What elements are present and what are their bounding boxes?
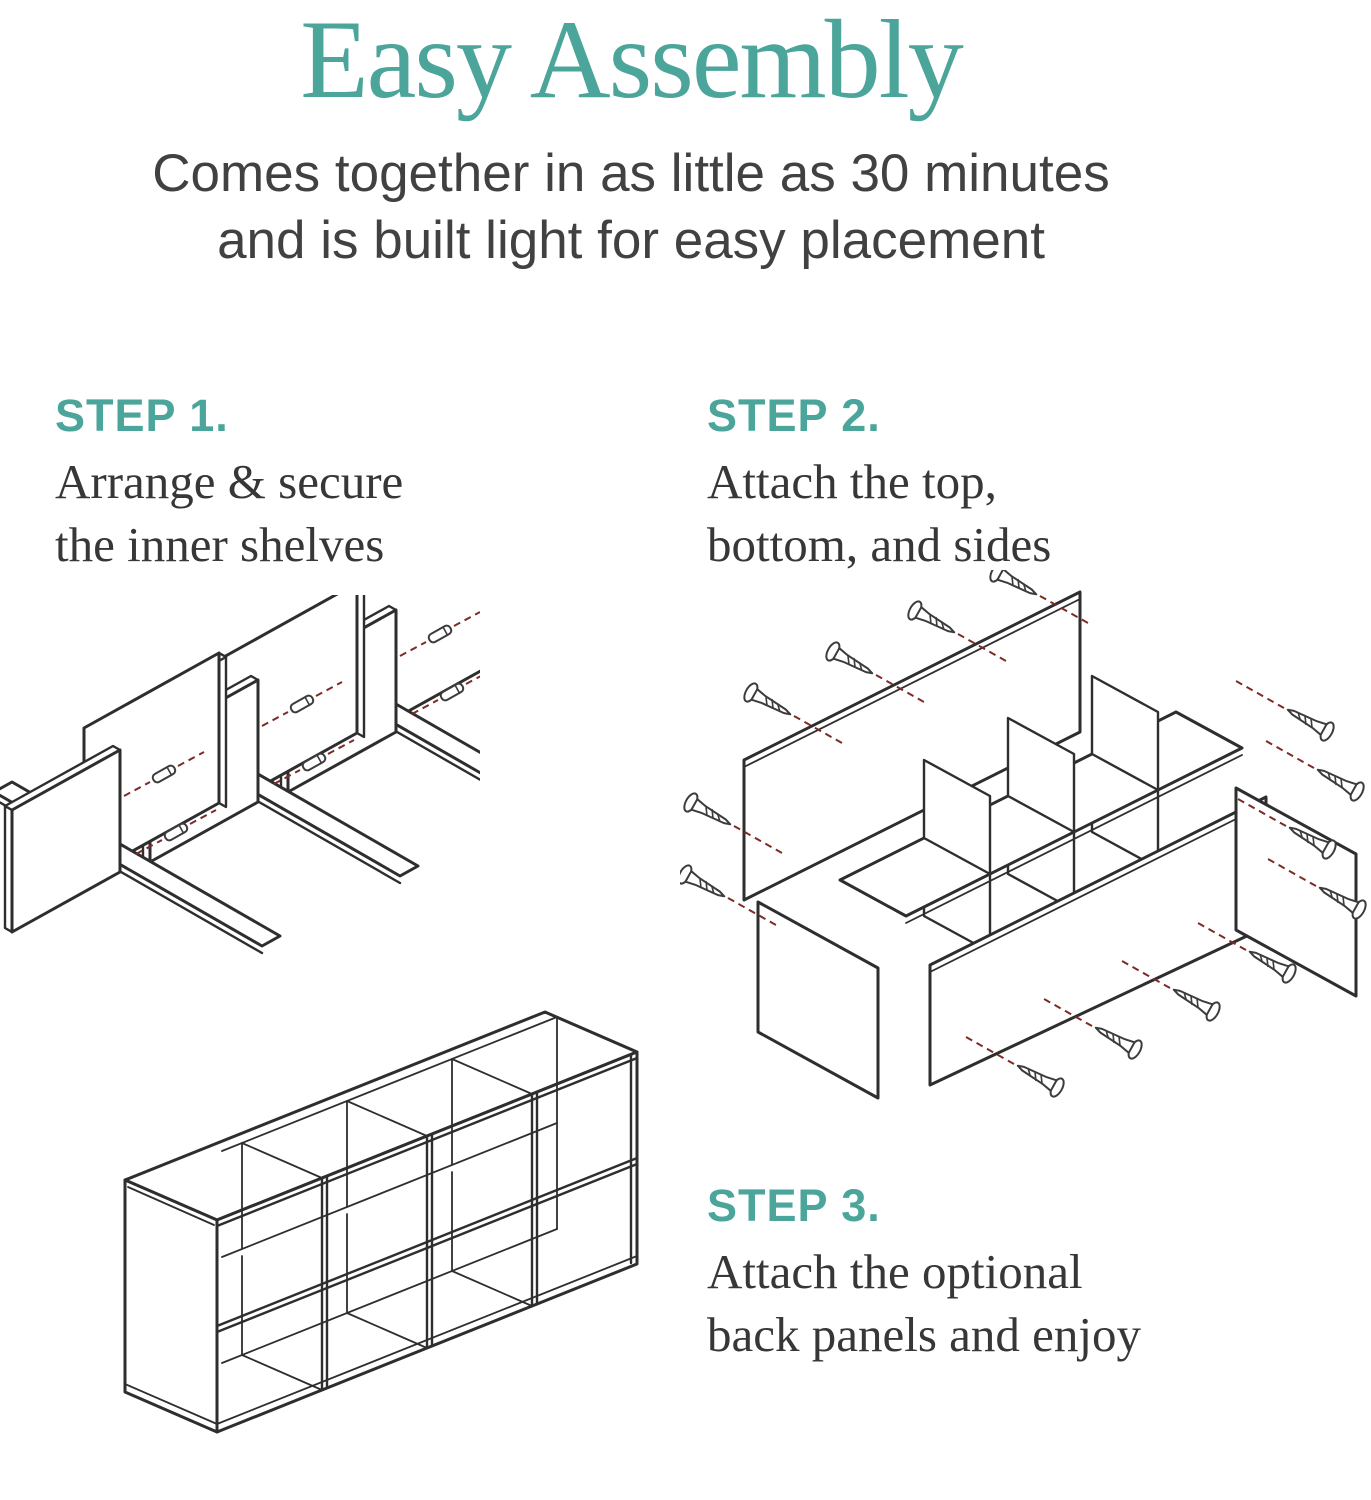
subtitle-line-2: and is built light for easy placement [217,211,1045,271]
step1-label: STEP 1. [55,390,229,441]
cube-organizer [125,1012,637,1432]
step3-text-block [707,1180,1141,1366]
page-subtitle [0,140,1262,275]
step1-desc-line1: Arrange & secure [55,454,404,509]
subtitle-line-1: Comes together in as little as 30 minutes [152,144,1110,203]
step2-label: STEP 2. [707,390,881,441]
step3-description [707,1241,1141,1366]
right-side-panel [1236,788,1356,996]
step2-desc-line2: bottom, and sides [707,516,1052,572]
step3-label: STEP 3. [707,1180,881,1231]
step1-text-block [55,390,403,576]
step2-desc-line1: Attach the top, [707,454,997,509]
left-side-panel [758,902,878,1098]
page-title: Easy Assembly [300,0,962,122]
step3-desc-line1: Attach the optional [707,1244,1083,1299]
step3-desc-line2: back panels and enjoy [707,1306,1142,1362]
step3-assembled-organizer-illustration [95,945,695,1485]
step1-description [55,451,403,576]
step1-desc-line2: the inner shelves [55,516,385,572]
step2-description [707,451,1051,576]
step2-exploded-frame-illustration [680,570,1371,1100]
step2-text-block [707,390,1051,576]
